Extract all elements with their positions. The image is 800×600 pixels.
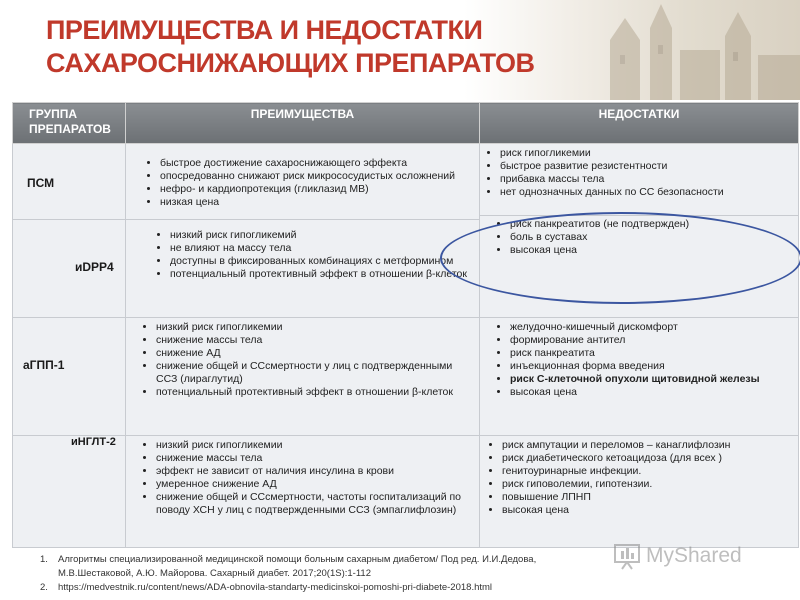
watermark-logo xyxy=(612,536,772,576)
list-item: • снижение общей и ССсмертности, частоты госпитализаций по поводу ХСН у лиц с подтвержденными ССЗ (эмпаглифлозин) xyxy=(156,491,475,517)
list-item: • высокая цена xyxy=(510,386,794,399)
list-item: • риск панкреатитов (не подтвержден) xyxy=(510,218,794,231)
title-line-1: ПРЕИМУЩЕСТВА И НЕДОСТАТКИ xyxy=(46,15,483,45)
header-group-line-2: ПРЕПАРАТОВ xyxy=(29,122,111,136)
list-item: • генитоуринарные инфекции. xyxy=(502,465,794,478)
advantages-cell xyxy=(126,436,480,548)
list-item: • быстрое достижение сахароснижающего эффекта xyxy=(160,157,475,170)
list-item: • боль в суставах xyxy=(510,231,794,244)
list-item: • снижение общей и ССсмертности у лиц с подтвержденными ССЗ (лираглутид) xyxy=(156,360,475,386)
list-item: • низкий риск гипогликемий xyxy=(170,229,475,242)
table-header-row xyxy=(13,103,799,144)
list-item: • умеренное снижение АД xyxy=(156,478,475,491)
presentation-icon xyxy=(612,541,642,571)
list-item: • риск гипогликемии xyxy=(500,147,794,160)
list-item: • формирование антител xyxy=(510,334,794,347)
list-item: • опосредованно снижают риск микрососудистых осложнений xyxy=(160,170,475,183)
list-item: • потенциальный протективный эффект в отношении β-клеток xyxy=(170,268,475,281)
list-item: • риск диабетического кетоацидоза (для всех ) xyxy=(502,452,794,465)
header-group xyxy=(13,103,126,144)
list-item: • доступны в фиксированных комбинациях с метформином xyxy=(170,255,475,268)
comparison-table xyxy=(12,102,799,548)
reference-text: https://medvestnik.ru/content/news/ADA-obnovila-standarty-medicinskoi-pomoshi-pri-diabete-2018.html xyxy=(58,582,493,593)
reference-text: Алгоритмы специализированной медицинской помощи больным сахарным диабетом/ Под ред. И.И.Дедова, М.В.Шестаковой, А.Ю. Майорова. Сахарный диабет. 2017;20(1S):1-112 xyxy=(58,554,537,579)
title-line-2: САХАРОСНИЖАЮЩИХ ПРЕПАРАТОВ xyxy=(46,48,535,78)
list-item: • инъекционная форма введения xyxy=(510,360,794,373)
list-item: • эффект не зависит от наличия инсулина в крови xyxy=(156,465,475,478)
list-item: • снижение массы тела xyxy=(156,452,475,465)
references xyxy=(40,553,608,595)
header-disadvantages: НЕДОСТАТКИ xyxy=(480,103,799,144)
list-item: • высокая цена xyxy=(510,244,794,257)
reference-item xyxy=(40,553,608,581)
group-cell-idpp4: иDPP4 xyxy=(13,220,126,318)
disadvantages-cell xyxy=(480,436,799,548)
advantages-cell xyxy=(126,318,480,436)
list-item: • желудочно-кишечный дискомфорт xyxy=(510,321,794,334)
header-advantages: ПРЕИМУЩЕСТВА xyxy=(126,103,480,144)
reference-number: 2. xyxy=(40,582,48,593)
page-title xyxy=(46,14,535,80)
reference-number: 1. xyxy=(40,554,48,565)
list-item: • высокая цена xyxy=(502,504,794,517)
highlight-ellipse xyxy=(440,212,800,304)
disadvantages-psm xyxy=(480,144,798,216)
advantages-cell xyxy=(126,220,480,318)
list-item: • низкий риск гипогликемии xyxy=(156,439,475,452)
advantages-cell xyxy=(126,144,480,220)
table-row xyxy=(13,144,799,220)
list-item: • нефро- и кардиопротекция (гликлазид МВ) xyxy=(160,183,475,196)
list-item: • потенциальный протективный эффект в отношении β-клеток xyxy=(156,386,475,399)
table-row xyxy=(13,318,799,436)
list-item-bold: • риск С-клеточной опухоли щитовидной железы xyxy=(510,373,794,386)
list-item: • снижение массы тела xyxy=(156,334,475,347)
list-item: • низкий риск гипогликемии xyxy=(156,321,475,334)
list-item: • повышение ЛПНП xyxy=(502,491,794,504)
header-group-line-1: ГРУППА xyxy=(29,107,78,121)
group-cell-psm: ПСМ xyxy=(13,144,126,220)
watermark-text: MyShared xyxy=(646,544,742,567)
castle-illustration xyxy=(570,0,800,100)
table-row xyxy=(13,436,799,548)
disadvantages-cell xyxy=(480,318,799,436)
list-item: • нет однозначных данных по СС безопасности xyxy=(500,186,794,199)
group-cell-ingl2: иНГЛТ-2 xyxy=(13,436,126,548)
list-item: • прибавка массы тела xyxy=(500,173,794,186)
list-item: • низкая цена xyxy=(160,196,475,209)
list-item: • снижение АД xyxy=(156,347,475,360)
reference-item xyxy=(40,581,608,595)
list-item: • риск гиповолемии, гипотензии. xyxy=(502,478,794,491)
list-item: • риск ампутации и переломов – канаглифлозин xyxy=(502,439,794,452)
list-item: • риск панкреатита xyxy=(510,347,794,360)
group-cell-agpp1: аГПП-1 xyxy=(13,318,126,436)
list-item: • быстрое развитие резистентности xyxy=(500,160,794,173)
list-item: • не влияют на массу тела xyxy=(170,242,475,255)
